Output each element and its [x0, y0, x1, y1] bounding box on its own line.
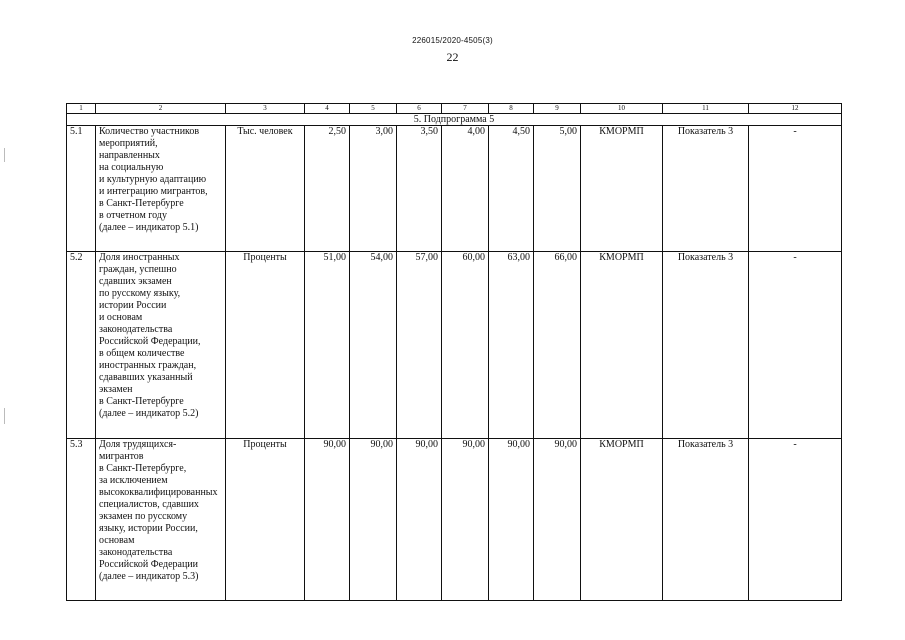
value-cell: 2,50 [305, 126, 350, 252]
value-cell: 51,00 [305, 252, 350, 439]
value-cell: 90,00 [489, 439, 534, 601]
description-line: в общем количестве [99, 348, 185, 359]
column-number-row [67, 104, 842, 114]
table-row [67, 252, 842, 439]
value-cell: 3,00 [350, 126, 397, 252]
description-line: Количество участников [99, 126, 200, 137]
description-line: по русскому языку, [99, 288, 181, 299]
note-cell: - [749, 252, 842, 439]
description-line: специалистов, сдавших [99, 499, 199, 510]
value-cell: 90,00 [442, 439, 489, 601]
responsible-cell: КМОРМП [581, 439, 663, 601]
description-line: высококвалифицированных [99, 487, 218, 498]
column-number: 8 [489, 104, 534, 114]
description-line: Доля иностранных [99, 252, 180, 263]
value-cell: 90,00 [350, 439, 397, 601]
column-number: 12 [749, 104, 842, 114]
column-number: 7 [442, 104, 489, 114]
column-number: 1 [67, 104, 96, 114]
column-number: 9 [534, 104, 581, 114]
column-number: 10 [581, 104, 663, 114]
note-cell: - [749, 126, 842, 252]
description-line: и культурную адаптацию [99, 174, 207, 185]
description-line: (далее – индикатор 5.2) [99, 408, 199, 419]
description-line: экзамен по русскому [99, 511, 188, 522]
description-line: законодательства [99, 324, 173, 335]
description-line: на социальную [99, 162, 164, 173]
value-cell: 4,00 [442, 126, 489, 252]
indicator-link-cell: Показатель 3 [663, 252, 749, 439]
indicator-link-cell: Показатель 3 [663, 439, 749, 601]
value-cell: 90,00 [305, 439, 350, 601]
column-number: 2 [96, 104, 226, 114]
column-number: 5 [350, 104, 397, 114]
row-number: 5.2 [67, 252, 96, 439]
indicator-link-cell: Показатель 3 [663, 126, 749, 252]
value-cell: 90,00 [534, 439, 581, 601]
unit-cell: Проценты [226, 252, 305, 439]
description-line: (далее – индикатор 5.3) [99, 571, 199, 582]
description-line: законодательства [99, 547, 173, 558]
description-line: сдававших указанный [99, 372, 193, 383]
description-line: в отчетном году [99, 210, 167, 221]
scan-margin-mark [4, 148, 5, 162]
responsible-cell: КМОРМП [581, 126, 663, 252]
document-id: 226015/2020-4505(3) [412, 36, 493, 45]
description-line: Доля трудящихся- [99, 439, 177, 450]
description-line: в Санкт-Петербурге [99, 198, 184, 209]
description-line: иностранных граждан, [99, 360, 197, 371]
description-line: Российской Федерации, [99, 336, 201, 347]
value-cell: 54,00 [350, 252, 397, 439]
indicator-description [96, 252, 226, 439]
page-number: 22 [446, 50, 459, 64]
description-line: и интеграцию мигрантов, [99, 186, 208, 197]
row-number: 5.3 [67, 439, 96, 601]
note-cell: - [749, 439, 842, 601]
value-cell: 3,50 [397, 126, 442, 252]
value-cell: 5,00 [534, 126, 581, 252]
description-line: экзамен [99, 384, 133, 395]
description-line: направленных [99, 150, 160, 161]
column-number: 6 [397, 104, 442, 114]
value-cell: 60,00 [442, 252, 489, 439]
scan-margin-mark [4, 408, 5, 424]
responsible-cell: КМОРМП [581, 252, 663, 439]
value-cell: 66,00 [534, 252, 581, 439]
table-row [67, 126, 842, 252]
description-line: истории России [99, 300, 167, 311]
column-number: 11 [663, 104, 749, 114]
value-cell: 57,00 [397, 252, 442, 439]
section-row [67, 114, 842, 126]
description-line: сдавших экзамен [99, 276, 172, 287]
section-title: 5. Подпрограмма 5 [67, 114, 842, 126]
description-line: за исключением [99, 475, 168, 486]
description-line: и основам [99, 312, 143, 323]
unit-cell: Тыс. человек [226, 126, 305, 252]
description-line: в Санкт-Петербурге [99, 396, 184, 407]
value-cell: 4,50 [489, 126, 534, 252]
value-cell: 63,00 [489, 252, 534, 439]
description-line: мигрантов [99, 451, 144, 462]
description-line: (далее – индикатор 5.1) [99, 222, 199, 233]
description-line: основам [99, 535, 135, 546]
description-line: в Санкт-Петербурге, [99, 463, 187, 474]
description-line: языку, истории России, [99, 523, 198, 534]
value-cell: 90,00 [397, 439, 442, 601]
row-number: 5.1 [67, 126, 96, 252]
column-number: 3 [226, 104, 305, 114]
description-line: граждан, успешно [99, 264, 177, 275]
indicator-description [96, 126, 226, 252]
indicators-table [66, 103, 842, 601]
description-line: Российской Федерации [99, 559, 199, 570]
column-number: 4 [305, 104, 350, 114]
unit-cell: Проценты [226, 439, 305, 601]
description-line: мероприятий, [99, 138, 158, 149]
table-row [67, 439, 842, 601]
indicator-description [96, 439, 226, 601]
